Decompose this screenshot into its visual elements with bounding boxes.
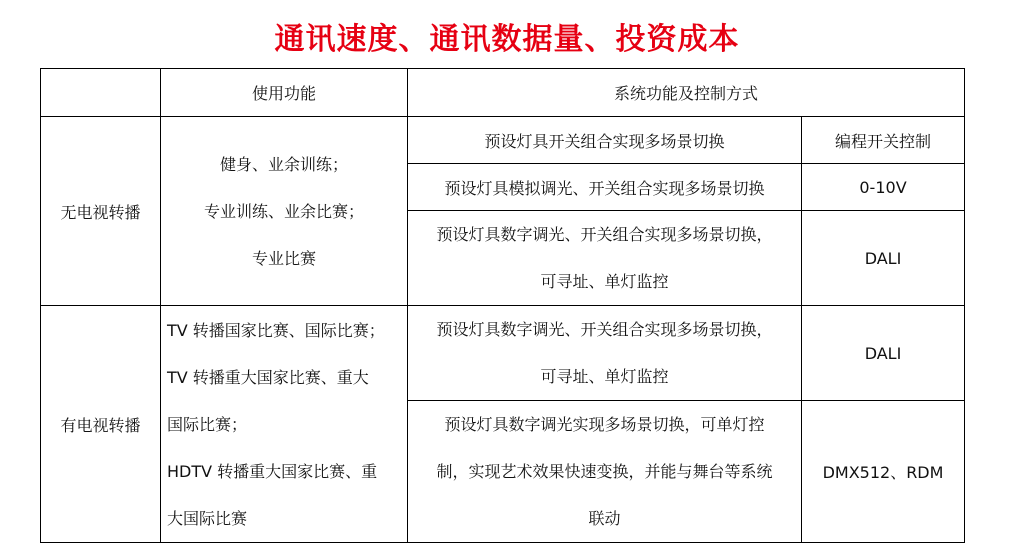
- function-line: 制，实现艺术效果快速变换，并能与舞台等系统: [436, 462, 773, 481]
- header-cell-usage: 使用功能: [161, 69, 408, 117]
- usage-line: 健身、业余训练；: [219, 154, 348, 174]
- page-title: 通讯速度、通讯数据量、投资成本: [274, 22, 740, 57]
- group-label-no-tv: 无电视转播: [41, 117, 161, 306]
- function-cell: [408, 306, 802, 401]
- usage-cell-tv: [161, 306, 408, 543]
- function-line: 预设灯具数字调光实现多场景切换，可单灯控: [444, 415, 765, 434]
- function-cell: [408, 211, 802, 306]
- function-line: 可寻址、单灯监控: [540, 272, 669, 291]
- usage-line: TV 转播重大国家比赛、重大: [167, 367, 369, 387]
- header-cell-system: 系统功能及控制方式: [408, 69, 965, 117]
- table-row: [41, 117, 965, 164]
- function-cell: 预设灯具模拟调光、开关组合实现多场景切换: [408, 164, 802, 211]
- header-cell-blank: [41, 69, 161, 117]
- group-label-tv: 有电视转播: [41, 306, 161, 543]
- control-cell: DALI: [802, 306, 965, 401]
- lighting-control-table: [40, 68, 965, 543]
- function-cell: 预设灯具开关组合实现多场景切换: [408, 117, 802, 164]
- control-cell: 编程开关控制: [802, 117, 965, 164]
- header-row: [41, 69, 965, 117]
- control-cell: DALI: [802, 211, 965, 306]
- control-cell: 0-10V: [802, 164, 965, 211]
- usage-line: 专业训练、业余比赛；: [203, 201, 364, 221]
- usage-line: 大国际比赛: [167, 508, 248, 528]
- function-line: 联动: [588, 509, 621, 528]
- usage-line: 专业比赛: [251, 248, 316, 268]
- function-line: 预设灯具数字调光、开关组合实现多场景切换，: [436, 225, 773, 244]
- function-line: 预设灯具数字调光、开关组合实现多场景切换，: [436, 320, 773, 339]
- function-cell: [408, 401, 802, 543]
- usage-cell-no-tv: [161, 117, 408, 306]
- usage-line: TV 转播国家比赛、国际比赛；: [167, 320, 385, 340]
- function-line: 可寻址、单灯监控: [540, 367, 669, 386]
- usage-line: HDTV 转播重大国家比赛、重: [167, 461, 378, 481]
- usage-line: 国际比赛；: [167, 414, 248, 434]
- table-row: [41, 306, 965, 401]
- control-cell: DMX512、RDM: [802, 401, 965, 543]
